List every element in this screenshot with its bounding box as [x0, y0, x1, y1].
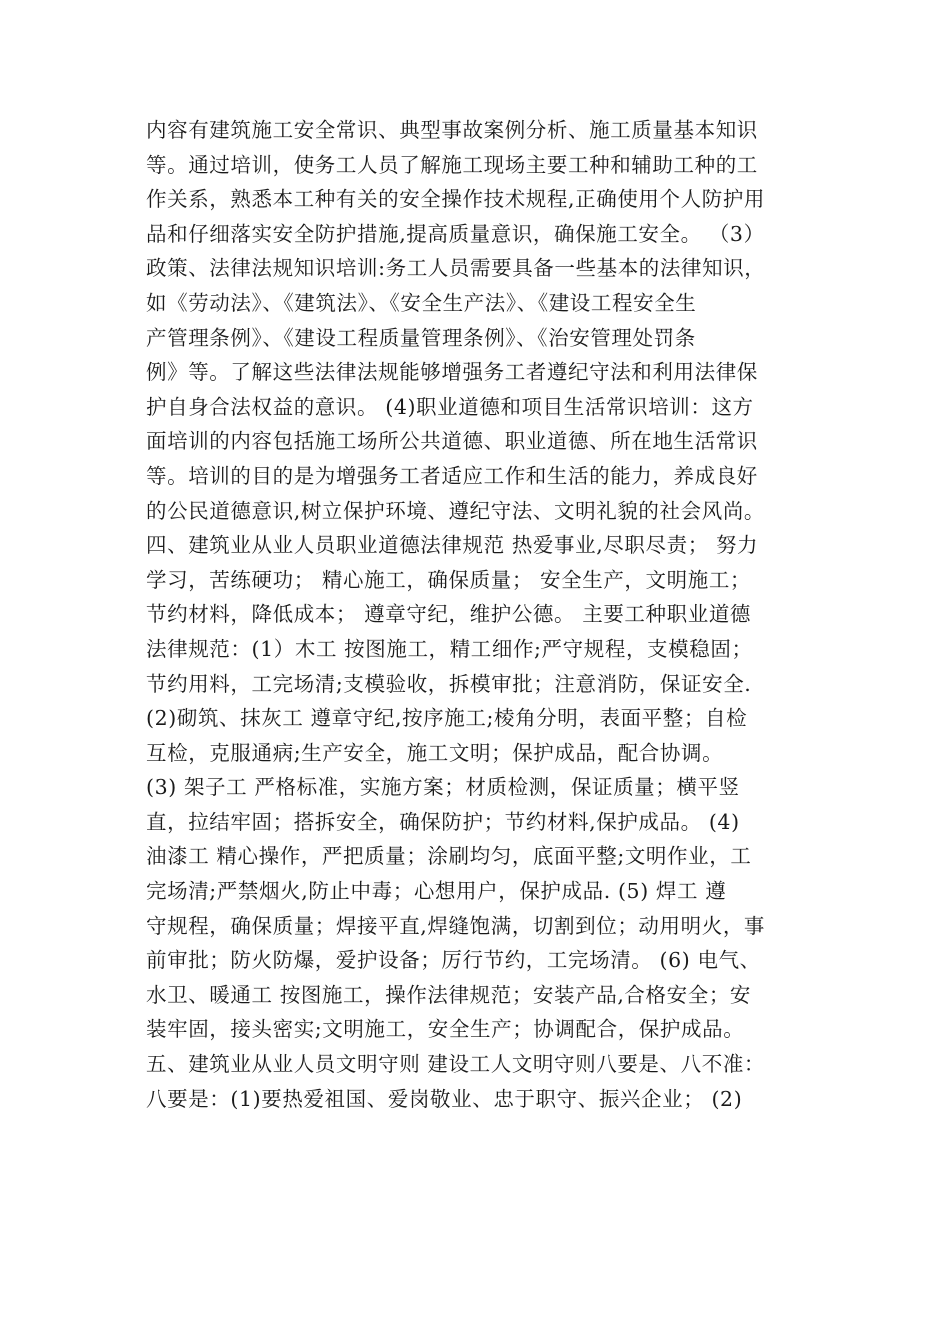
text-line: 内容有建筑施工安全常识、典型事故案例分析、施工质量基本知识	[146, 118, 758, 142]
text-line: 前审批；防火防爆，爱护设备；厉行节约，工完场清。 (6) 电气、	[146, 948, 761, 973]
text-line: 等。通过培训，使务工人员了解施工现场主要工种和辅助工种的工	[146, 152, 758, 177]
text-line: 法律规范：(1）木工 按图施工，精工细作;严守规程，支模稳固；	[146, 636, 753, 661]
text-line: 水卫、暖通工 按图施工，操作法律规范；安装产品,合格安全；安	[146, 982, 752, 1007]
text-line: 守规程，确保质量；焊接平直,焊缝饱满，切割到位；动用明火，事	[146, 913, 766, 938]
text-line: (2)砌筑、抹灰工 遵章守纪,按序施工;棱角分明，表面平整；自检	[146, 706, 748, 731]
text-line: 四、建筑业从业人员职业道德法律规范 热爱事业,尽职尽责； 努力	[146, 533, 759, 558]
text-line: 八要是：(1)要热爱祖国、爱岗敬业、忠于职守、振兴企业； (2)	[146, 1086, 743, 1111]
text-line: 油漆工 精心操作，严把质量；涂刷均匀，底面平整;文明作业，工	[146, 844, 752, 869]
text-line: 装牢固，接头密实;文明施工，安全生产；协调配合，保护成品。	[146, 1017, 745, 1042]
text-line: 例》等。了解这些法律法规能够增强务工者遵纪守法和利用法律保	[146, 360, 758, 385]
text-line: 节约材料，降低成本； 遵章守纪，维护公德。 主要工种职业道德	[146, 602, 752, 627]
text-line: 的公民道德意识,树立保护环境、遵纪守法、文明礼貌的社会风尚。	[146, 498, 766, 523]
text-line: 互检，克服通病;生产安全，施工文明；保护成品，配合协调。	[146, 740, 724, 765]
text-line: 完场清;严禁烟火,防止中毒；心想用户，保护成品. (5) 焊工 遵	[146, 879, 727, 904]
text-line: 节约用料，工完场清;支模验收，拆模审批；注意消防，保证安全.	[146, 671, 752, 696]
text-line: 五、建筑业从业人员文明守则 建设工人文明守则八要是、八不准：	[146, 1052, 766, 1077]
text-line: 护自身合法权益的意识。 (4)职业道德和项目生活常识培训：这方	[146, 394, 754, 419]
text-line: 政策、法律法规知识培训:务工人员需要具备一些基本的法律知识，	[146, 256, 766, 281]
text-line: 等。培训的目的是为增强务工者适应工作和生活的能力，养成良好	[146, 463, 758, 488]
text-line: 产管理条例》、《建设工程质量管理条例》、《治安管理处罚条	[146, 325, 696, 350]
text-line: 面培训的内容包括施工场所公共道德、职业道德、所在地生活常识	[146, 429, 758, 454]
body-text	[146, 113, 816, 1116]
text-line: (3) 架子工 严格标准，实施方案；材质检测，保证质量；横平竖	[146, 775, 740, 800]
text-line: 如《劳动法》、《建筑法》、《安全生产法》、《建设工程安全生	[146, 290, 697, 315]
text-line: 品和仔细落实安全防护措施,提高质量意识，确保施工安全。 （3）	[146, 221, 765, 246]
text-line: 学习，苦练硬功； 精心施工，确保质量； 安全生产，文明施工；	[146, 567, 752, 592]
text-line: 作关系，熟悉本工种有关的安全操作技术规程,正确使用个人防护用	[146, 187, 766, 212]
text-line: 直，拉结牢固；搭拆安全，确保防护；节约材料,保护成品。 (4)	[146, 809, 740, 834]
